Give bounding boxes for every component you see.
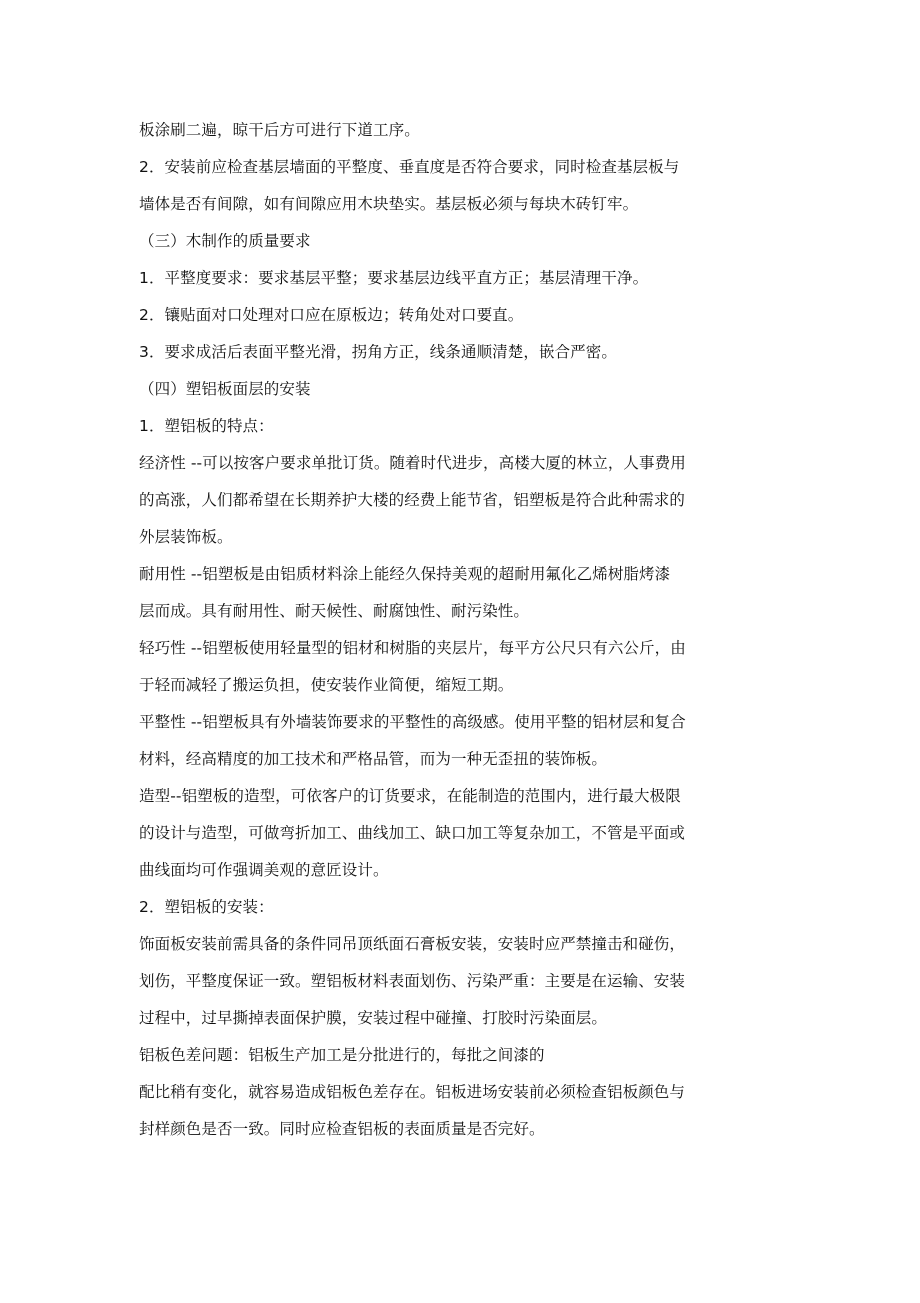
text-line: 封样颜色是否一致。同时应检查铝板的表面质量是否完好。 xyxy=(139,1120,545,1138)
text-line: 铝板色差问题：铝板生产加工是分批进行的，每批之间漆的 xyxy=(139,1046,545,1064)
text-line: 的设计与造型，可做弯折加工、曲线加工、缺口加工等复杂加工，不管是平面或 xyxy=(139,824,686,842)
text-line: 层而成。具有耐用性、耐天候性、耐腐蚀性、耐污染性。 xyxy=(139,602,530,620)
section-heading: （三）木制作的质量要求 xyxy=(139,232,311,250)
text-line: 经济性 --可以按客户要求单批订货。随着时代进步，高楼大厦的林立，人事费用 xyxy=(139,454,686,472)
text-line: 2．安装前应检查基层墙面的平整度、垂直度是否符合要求，同时检查基层板与 xyxy=(139,158,680,176)
text-line: 墙体是否有间隙，如有间隙应用木块垫实。基层板必须与每块木砖钉牢。 xyxy=(139,195,639,213)
text-line: 划伤，平整度保证一致。塑铝板材料表面划伤、污染严重：主要是在运输、安装 xyxy=(139,972,686,990)
text-line: 3．要求成活后表面平整光滑，拐角方正，线条通顺清楚，嵌合严密。 xyxy=(139,343,617,361)
text-line: 耐用性 --铝塑板是由铝质材料涂上能经久保持美观的超耐用氟化乙烯树脂烤漆 xyxy=(139,565,671,583)
subheading: 2．塑铝板的安装： xyxy=(139,898,274,916)
text-line: 平整性 --铝塑板具有外墙装饰要求的平整性的高级感。使用平整的铝材层和复合 xyxy=(139,713,686,731)
text-line: 饰面板安装前需具备的条件同吊顶纸面石膏板安装，安装时应严禁撞击和碰伤， xyxy=(139,935,686,953)
text-line: 板涂刷二遍，晾干后方可进行下道工序。 xyxy=(139,121,420,139)
text-line: 曲线面均可作强调美观的意匠设计。 xyxy=(139,861,389,879)
text-line: 材料，经高精度的加工技术和严格品管，而为一种无歪扭的装饰板。 xyxy=(139,750,608,768)
text-line: 轻巧性 --铝塑板使用轻量型的铝材和树脂的夹层片，每平方公尺只有六公斤，由 xyxy=(139,639,686,657)
text-line: 外层装饰板。 xyxy=(139,528,233,546)
text-line: 2．镶贴面对口处理对口应在原板边；转角处对口要直。 xyxy=(139,306,524,324)
section-heading: （四）塑铝板面层的安装 xyxy=(139,380,311,398)
text-line: 1．平整度要求：要求基层平整；要求基层边线平直方正；基层清理干净。 xyxy=(139,269,649,287)
document-body xyxy=(139,112,751,1148)
text-line: 配比稍有变化，就容易造成铝板色差存在。铝板进场安装前必须检查铝板颜色与 xyxy=(139,1083,686,1101)
text-line: 造型--铝塑板的造型，可依客户的订货要求，在能制造的范围内，进行最大极限 xyxy=(139,787,681,805)
text-line: 过程中，过早撕掉表面保护膜，安装过程中碰撞、打胶时污染面层。 xyxy=(139,1009,608,1027)
subheading: 1．塑铝板的特点： xyxy=(139,417,274,435)
text-line: 于轻而减轻了搬运负担，使安装作业简便，缩短工期。 xyxy=(139,676,514,694)
text-line: 的高涨，人们都希望在长期养护大楼的经费上能节省，铝塑板是符合此种需求的 xyxy=(139,491,686,509)
